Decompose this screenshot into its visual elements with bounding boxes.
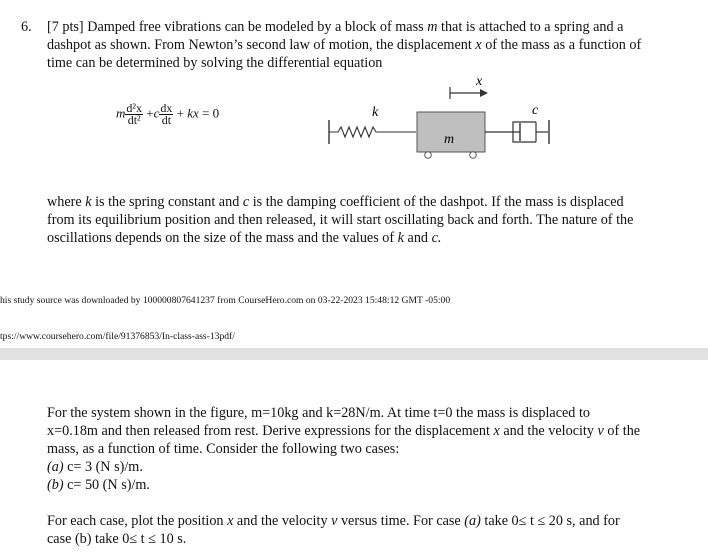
- problem-intro-line-3: time can be determined by solving the differential equation: [47, 55, 383, 71]
- eq-second-derivative: $\frac{\text{d²x}}{\text{dt²}}$: [126, 101, 142, 127]
- c-label: c: [532, 103, 539, 118]
- eq-kx: kx: [187, 105, 199, 121]
- case-a-text: c= 3 (N s)/m.: [63, 459, 143, 475]
- case-a: [47, 459, 143, 477]
- spring-mass-dashpot-diagram: [320, 72, 580, 167]
- plot-line-1: For each case, plot the position x and the velocity v versus time. For case (a) take 0≤ t ≤ 20 s, and for: [47, 513, 620, 529]
- source-notice: his study source was downloaded by 100000807641237 from CourseHero.com on 03-22-2023 15:48:12 GMT -05:00: [0, 295, 451, 306]
- case-b: [47, 477, 150, 495]
- source-url[interactable]: tps://www.coursehero.com/file/91376853/In-class-ass-13pdf/: [0, 331, 235, 342]
- differential-equation: [116, 103, 219, 126]
- x-arrow-head: [480, 89, 488, 97]
- system-line-1: For the system shown in the figure, m=10kg and k=28N/m. At time t=0 the mass is displaced to: [47, 405, 590, 421]
- where-line-1: where k is the spring constant and c is the damping coefficient of the dashpot. If the mass is displaced: [47, 194, 624, 210]
- eq-plus-2: +: [176, 105, 184, 121]
- eq-first-derivative: $\frac{dx}{dt}$: [160, 101, 173, 127]
- m-label: m: [444, 132, 455, 147]
- case-b-text: c= 50 (N s)/m.: [63, 477, 150, 493]
- eq-c: c: [153, 105, 160, 121]
- eq-m: m: [116, 105, 126, 121]
- plot-line-2: case (b) take 0≤ t ≤ 10 s.: [47, 531, 187, 547]
- eq-plus-1: +: [146, 105, 154, 121]
- k-label: k: [372, 105, 379, 120]
- right-wheel: [470, 152, 477, 159]
- system-line-2: x=0.18m and then released from rest. Derive expressions for the displacement x and the velocity v of the: [47, 423, 641, 439]
- case-a-label: (a): [47, 459, 64, 475]
- case-b-label: (b): [47, 477, 64, 493]
- eq-equals-zero: = 0: [202, 105, 220, 121]
- system-line-3: mass, as a function of time. Consider the following two cases:: [47, 441, 400, 457]
- intro-text-1: Damped free vibrations can be modeled by a block of mass m that is attached to a spring and a: [87, 19, 624, 35]
- where-line-2: from its equilibrium position and then released, it will start oscillating back and forth. The nature of the: [47, 212, 634, 228]
- problem-intro-line-2: dashpot as shown. From Newton’s second law of motion, the displacement x of the mass as a function of: [47, 37, 642, 53]
- x-label: x: [476, 74, 483, 89]
- left-wheel: [425, 152, 432, 159]
- page-break-band: [0, 348, 708, 360]
- problem-number: 6.: [21, 19, 32, 35]
- where-line-3: oscillations depends on the size of the mass and the values of k and c.: [47, 230, 442, 246]
- problem-intro-line-1: [47, 19, 623, 37]
- spring: [329, 127, 416, 137]
- problem-points: [7 pts]: [47, 19, 84, 35]
